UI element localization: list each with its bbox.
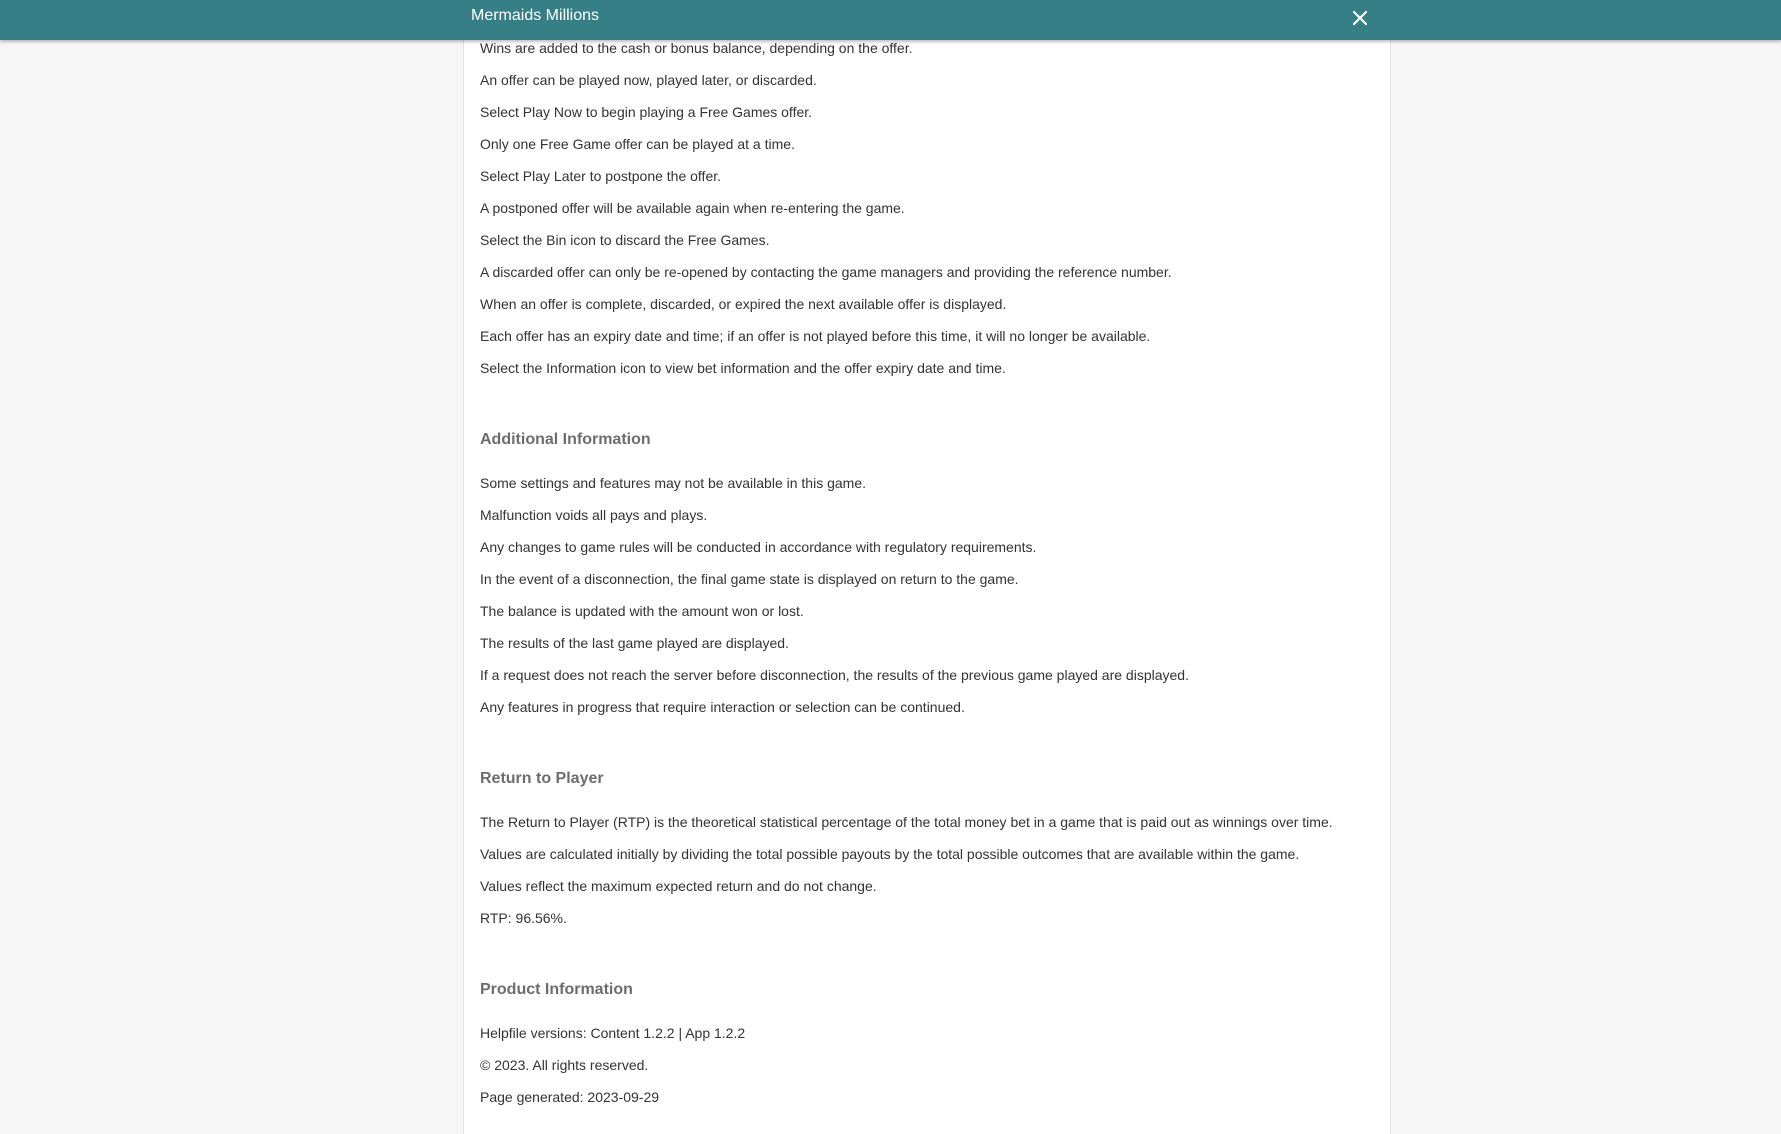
game-title: Mermaids Millions — [471, 7, 600, 24]
paragraph: Select the Bin icon to discard the Free Games. — [480, 232, 770, 248]
paragraph: The balance is updated with the amount won or lost. — [480, 603, 804, 619]
paragraph: Malfunction voids all pays and plays. — [480, 507, 708, 523]
help-content[interactable] — [480, 38, 1376, 1119]
help-panel — [463, 0, 1391, 1134]
additional-information-section — [480, 430, 1376, 729]
section-title-additional-information: Additional Information — [480, 431, 651, 448]
paragraph: Wins are added to the cash or bonus balance, depending on the offer. — [480, 40, 913, 56]
return-to-player-section — [480, 769, 1376, 940]
section-title-product-information: Product Information — [480, 981, 633, 998]
paragraph: Select the Information icon to view bet information and the offer expiry date and time. — [480, 360, 1006, 376]
section-title-return-to-player: Return to Player — [480, 770, 604, 787]
page-generated-date: Page generated: 2023-09-29 — [480, 1089, 660, 1105]
paragraph: A postponed offer will be available again when re-entering the game. — [480, 200, 905, 216]
helpfile-versions: Helpfile versions: Content 1.2.2 | App 1.2.2 — [480, 1025, 746, 1041]
copyright: © 2023. All rights reserved. — [480, 1057, 649, 1073]
paragraph: Each offer has an expiry date and time; if an offer is not played before this time, it will no longer be available. — [480, 328, 1151, 344]
paragraph: Some settings and features may not be available in this game. — [480, 475, 866, 491]
paragraph: In the event of a disconnection, the final game state is displayed on return to the game. — [480, 571, 1019, 587]
paragraph: The results of the last game played are displayed. — [480, 635, 789, 651]
free-games-section — [480, 38, 1376, 390]
paragraph: Select Play Now to begin playing a Free Games offer. — [480, 104, 813, 120]
paragraph: An offer can be played now, played later, or discarded. — [480, 72, 817, 88]
rtp-value: RTP: 96.56%. — [480, 910, 567, 926]
paragraph: The Return to Player (RTP) is the theoretical statistical percentage of the total money bet in a game that is paid out as winnings over time. — [480, 814, 1333, 830]
paragraph: Values are calculated initially by dividing the total possible payouts by the total possible outcomes that are available within the game. — [480, 846, 1300, 862]
paragraph: When an offer is complete, discarded, or expired the next available offer is displayed. — [480, 296, 1007, 312]
paragraph: Select Play Later to postpone the offer. — [480, 168, 722, 184]
close-button[interactable] — [1348, 6, 1372, 30]
paragraph: A discarded offer can only be re-opened by contacting the game managers and providing the reference number. — [480, 264, 1172, 280]
paragraph: If a request does not reach the server before disconnection, the results of the previous game played are displayed. — [480, 667, 1189, 683]
help-header — [0, 0, 1781, 40]
paragraph: Any features in progress that require interaction or selection can be continued. — [480, 699, 965, 715]
paragraph: Only one Free Game offer can be played at a time. — [480, 136, 795, 152]
product-information-section — [480, 980, 1376, 1119]
close-icon — [1348, 6, 1372, 30]
paragraph: Any changes to game rules will be conducted in accordance with regulatory requirements. — [480, 539, 1037, 555]
paragraph: Values reflect the maximum expected return and do not change. — [480, 878, 877, 894]
